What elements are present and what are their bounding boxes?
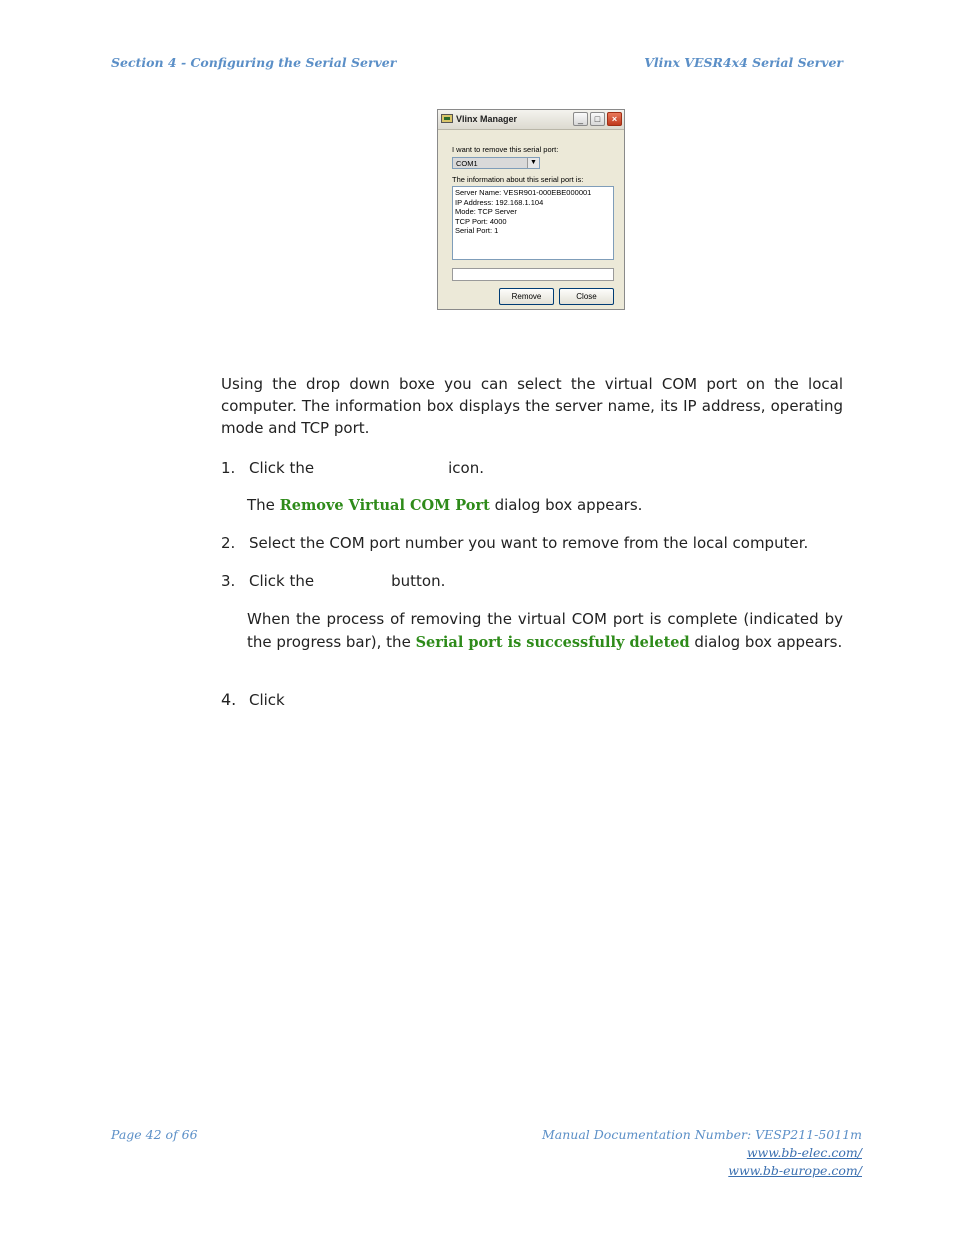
progress-bar bbox=[452, 268, 614, 281]
step-text-end: button. bbox=[391, 572, 446, 590]
header-section-title: Section 4 - Configuring the Serial Server bbox=[111, 55, 397, 70]
bb-europe-link[interactable]: www.bb-europe.com/ bbox=[728, 1163, 862, 1178]
step-text bbox=[249, 458, 484, 478]
step-number: 3. bbox=[221, 572, 236, 590]
app-icon bbox=[441, 114, 453, 123]
info-line: Server Name: VESR901-000EBE000001 bbox=[455, 188, 592, 197]
step-number: 4. bbox=[221, 690, 237, 709]
port-label: I want to remove this serial port: bbox=[452, 145, 559, 154]
dialog-titlebar bbox=[438, 110, 624, 130]
close-icon: × bbox=[607, 112, 622, 126]
info-line: IP Address: 192.168.1.104 bbox=[455, 197, 544, 207]
info-line: TCP Port: 4000 bbox=[455, 216, 507, 226]
port-select-value: COM1 bbox=[456, 159, 478, 168]
intro-paragraph: Using the drop down boxe you can select the virtual COM port on the local computer. The information box displays the server name, its IP address, operating mode and TCP port. bbox=[221, 375, 843, 437]
step-number: 1. bbox=[221, 459, 236, 477]
chevron-down-icon: ▼ bbox=[527, 158, 539, 168]
info-label: The information about this serial port is: bbox=[452, 175, 584, 184]
note-text: When the process of removing the virtual COM port is complete (indicated by the progress bar), the bbox=[247, 610, 843, 651]
info-box bbox=[452, 186, 614, 260]
dialog-name-highlight: Serial port is successfully deleted bbox=[415, 634, 690, 651]
remove-button: Remove bbox=[499, 288, 554, 305]
step-text: Select the COM port number you want to remove from the local computer. bbox=[249, 534, 809, 552]
maximize-icon: □ bbox=[590, 112, 605, 126]
step-3-note bbox=[247, 608, 843, 654]
minimize-icon: _ bbox=[573, 112, 588, 126]
doc-number: Manual Documentation Number: VESP211-5011m bbox=[542, 1127, 862, 1142]
close-button: Close bbox=[559, 288, 614, 305]
bb-elec-link[interactable]: www.bb-elec.com/ bbox=[746, 1145, 862, 1160]
info-line: Mode: TCP Server bbox=[455, 207, 517, 216]
dialog-title: Vlinx Manager bbox=[456, 114, 518, 124]
note-text: dialog box appears. bbox=[494, 496, 643, 514]
vlinx-manager-dialog-screenshot bbox=[437, 109, 625, 310]
step-text: Click bbox=[249, 691, 285, 709]
note-text: The bbox=[247, 496, 275, 514]
dialog-name-highlight: Remove Virtual COM Port bbox=[279, 497, 490, 514]
note-text: dialog box appears. bbox=[694, 633, 843, 651]
info-line: Serial Port: 1 bbox=[455, 226, 499, 235]
header-product-title: Vlinx VESR4x4 Serial Server bbox=[644, 55, 843, 70]
port-select bbox=[452, 157, 540, 169]
step-text bbox=[249, 571, 445, 591]
step-text-start: Click the bbox=[249, 572, 315, 590]
page-number: Page 42 of 66 bbox=[111, 1127, 198, 1142]
step-number: 2. bbox=[221, 534, 236, 552]
step-text-end: icon. bbox=[448, 459, 485, 477]
step-text-start: Click the bbox=[249, 459, 315, 477]
